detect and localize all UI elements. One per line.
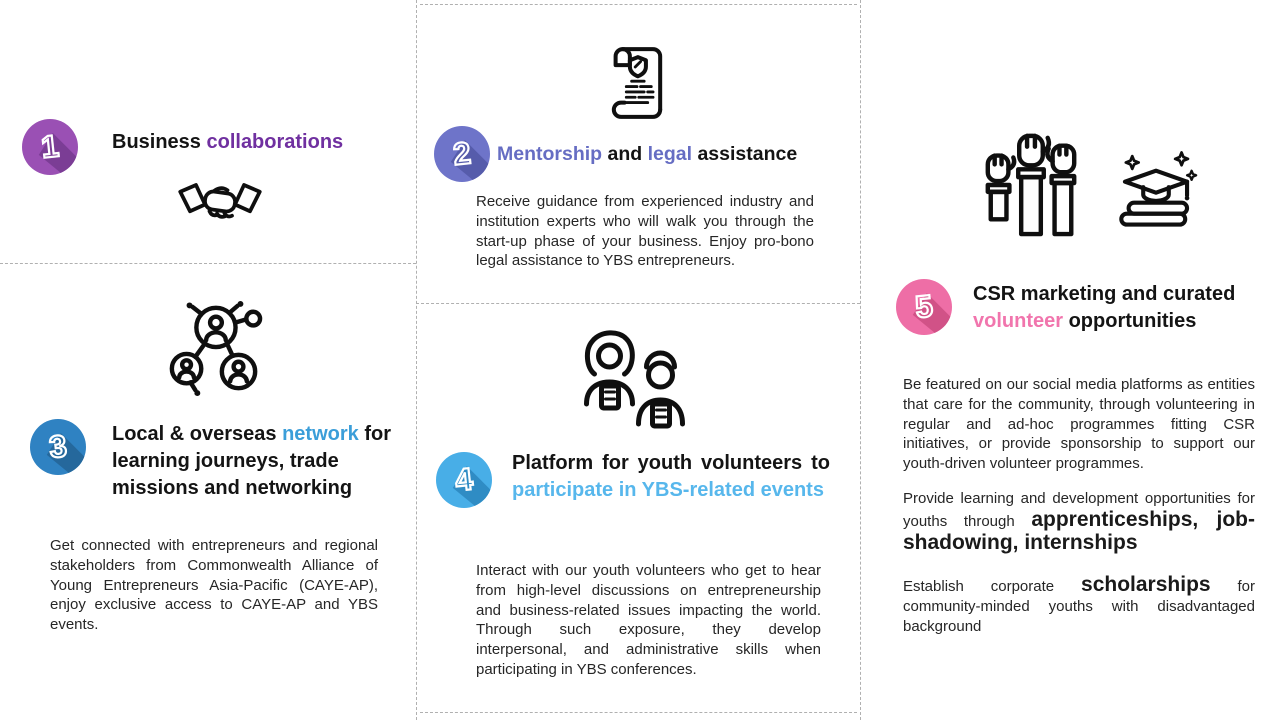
- dashed-divider-middle: [416, 303, 860, 304]
- badge-2-number: 2: [451, 135, 473, 172]
- raised-hands-icon: [980, 130, 1082, 238]
- dashed-divider-vertical-right: [860, 0, 861, 720]
- badge-1-number: 1: [39, 128, 61, 165]
- dashed-divider-middle-bottom: [420, 712, 857, 713]
- legal-scroll-icon: [601, 42, 673, 124]
- section-5-body-3: Establish corporate scholarships for community-minded youths with disadvantaged background: [903, 573, 1255, 635]
- network-icon: [160, 300, 268, 398]
- badge-2: [434, 126, 490, 182]
- badge-3-number: 3: [47, 428, 69, 465]
- badge-1: [22, 119, 78, 175]
- section-5-title: CSR marketing and curated volunteer opportunities: [973, 283, 1236, 332]
- badge-4-number: 4: [453, 461, 475, 498]
- section-2-body: Receive guidance from experienced industry and institution experts who will walk you through the start-up phase of your business. Enjoy pro-bono legal assistance to YBS entrepreneurs.: [476, 193, 814, 270]
- dashed-divider-left-column: [0, 263, 416, 264]
- section-4-body: Interact with our youth volunteers who get to hear from high-level discussions on entrepreneurship and business-related issues impacting the world. Through such exposure, they develop interpersonal, and administrative skills when participating in YBS conferences.: [476, 562, 821, 678]
- badge-5: [896, 279, 952, 335]
- section-5-body-1: Be featured on our social media platforms as entities that care for the community, through volunteering in regular and ad-hoc programmes fitting CSR initiatives, or provide sponsorship to support our youth-driven volunteer programmes.: [903, 376, 1255, 473]
- graduation-books-icon: [1114, 144, 1198, 234]
- section-1-title: Business collaborations: [112, 131, 344, 153]
- handshake-icon: [175, 176, 265, 236]
- section-4-title: Platform for youth volunteers to participate in YBS-related events: [512, 452, 830, 501]
- dashed-divider-vertical-left: [416, 0, 417, 720]
- section-5-body-2: Provide learning and development opportunities for youths through apprenticeships, job-shadowing, internships: [903, 490, 1256, 554]
- section-3-body: Get connected with entrepreneurs and regional stakeholders from Commonwealth Alliance of Young Entrepreneurs Asia-Pacific (CAYE-AP), enjoy exclusive access to CAYE-AP and YBS events.: [50, 537, 378, 634]
- section-2-title: Mentorship and legal assistance: [497, 143, 798, 165]
- dashed-divider-middle-top: [420, 4, 857, 5]
- badge-4: [436, 452, 492, 508]
- volunteers-icon: [556, 326, 711, 434]
- section-3-title: Local & overseas network for learning journeys, trade missions and networking: [112, 423, 391, 499]
- badge-5-number: 5: [913, 288, 935, 325]
- badge-3: [30, 419, 86, 475]
